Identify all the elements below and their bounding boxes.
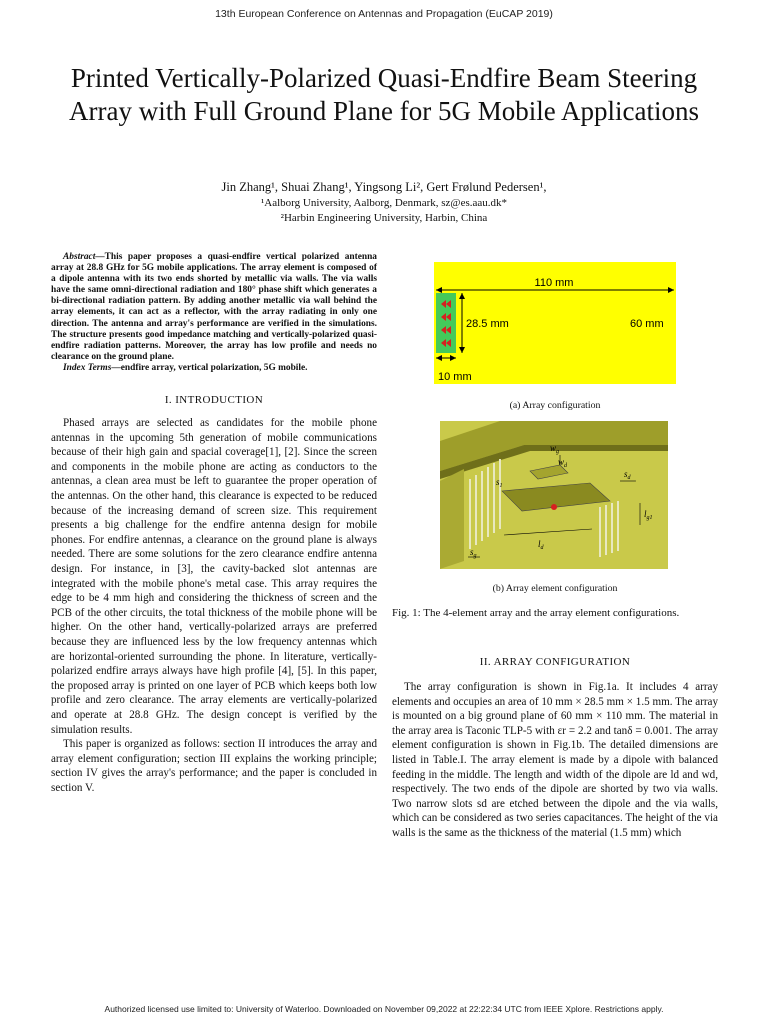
array-configuration-diagram xyxy=(434,262,676,384)
lg1-label: $l_{g1}$ xyxy=(644,509,653,521)
author-list: Jin Zhang¹, Shuai Zhang¹, Yingsong Li², Gert Frølund Pedersen¹, xyxy=(221,180,547,194)
index-terms-text: —endfire array, vertical polarization, 5G mobile. xyxy=(111,362,308,373)
figure-1a-caption: (a) Array configuration xyxy=(509,400,601,411)
paper-title: Printed Vertically-Polarized Quasi-Endfire Beam Steering Array with Full Ground Plane for 5G Mobile Applications xyxy=(69,63,699,126)
affiliation-1: ¹Aalborg University, Aalborg, Denmark, sz@es.aau.dk* xyxy=(260,197,507,209)
abstract xyxy=(51,252,377,363)
element-configuration-diagram xyxy=(440,421,668,569)
array-config-paragraph-1: The array configuration is shown in Fig.1a. It includes 4 array elements and occupies an area of 10 mm × 28.5 mm × 1.5 mm. The array is mounted on a big ground plane of 60 mm × 110 mm. The material in the array area is Taconic TLP-5 with εr = 2.2 and tanδ = 0.001. The array element configuration is shown in Fig.1b. The detailed dimensions are listed in Table.I. The array element is made by a dipole with balanced feeding in the middle. The length and width of the dipole are ld and wd, respectively. The two ends of the dipole are shorted by two via walls. Two narrow slots sd are etched between the dipole and the via walls, which can be considered as two series capacitances. The height of the via walls is the same as the thickness of the material (1.5 mm) which xyxy=(392,681,718,839)
width-label: 110 mm xyxy=(534,277,574,289)
left-via-wall-region xyxy=(440,469,464,569)
figure-1b-element-configuration xyxy=(440,421,668,569)
right-column xyxy=(392,262,718,841)
intro-paragraph-1: Phased arrays are selected as candidates for the mobile phone antennas in the upcoming 5th generation of mobile communications because of their high gain and spacial coverage[1], [2]. Since the screen and components in the mobile phone are acting as conductors to the antennas, a clean area must be left to guarantee the proper operation of the antennas. On the other hand, this clearance is expected to be reduced because of the increasing demand of screen size. This requirement presents a big challenge for the endfire antenna design for mobile phones. For endfire antennas, a clearance on the ground plane is always needed. There are some solutions for the zero clearance endfire antenna design. For instance, in [3], the cavity-backed slot antennas are integrated with the mobile phone's metal case. This array requires the edge to be 4 mm high and considering the thickness of screen and the PCB of the other circuits, the total thickness of the mobile phone will be higher. On the other hand, vertically-polarized arrays are preferred because they are influenced less by the low frequency antennas which are horizontal-oriented surrounding the phone. In literature, vertically-polarized endfire arrays always have high profile [4], [5]. In this paper, the proposed array is printed on one layer of PCB which keeps both low profile and zero clearance. The array elements are vertically-polarized and operate at 28.8 GHz. The design concept is verified by the simulation results. xyxy=(51,417,377,736)
section-introduction-title: I. INTRODUCTION xyxy=(164,394,264,407)
index-terms-label: Index Terms xyxy=(63,362,112,373)
s1-label: $s_1$ xyxy=(496,477,503,489)
height-label: 28.5 mm xyxy=(466,318,509,330)
index-terms xyxy=(51,363,377,374)
figure-1a-array-configuration xyxy=(434,262,676,384)
ld-label: $l_d$ xyxy=(538,539,544,551)
offset-label: 10 mm xyxy=(438,371,472,383)
wd-label: $w_d$ xyxy=(558,457,568,469)
feed-point xyxy=(551,504,557,510)
sd-label: $s_d$ xyxy=(624,469,631,481)
figure-1b-caption: (b) Array element configuration xyxy=(492,583,618,594)
figure-1-caption: Fig. 1: The 4-element array and the array element configurations. xyxy=(392,607,680,619)
sg-label: $s_g$ xyxy=(470,547,477,559)
abstract-text: —This paper proposes a quasi-endfire vertical polarized antenna array at 28.8 GHz for 5G mobile applications. The array element is composed of a dipole antenna with its two ends shorted by metallic via walls. The via walls have the same omni-directional radiation and 180° phase shift which generates a bi-directional radiation pattern. By adding another metallic via wall behind the array elements, it can act as a reflector, with the array radiating in only one direction. The antenna and array's performance are verified in the simulations. The structure presents good impedance matching and vertically-polarized quasi-endfire radiation patterns. Moreover, the array has low profile and needs no clearance on the ground plane. xyxy=(51,252,377,362)
affiliation-2: ²Harbin Engineering University, Harbin, China xyxy=(280,212,488,224)
conference-header: 13th European Conference on Antennas and Propagation (EuCAP 2019) xyxy=(215,8,553,20)
intro-paragraph-2: This paper is organized as follows: section II introduces the array and array element configuration; section III explains the working principle; section IV gives the array's performance; and the paper is concluded in section V. xyxy=(51,738,377,794)
license-footer: Authorized licensed use limited to: University of Waterloo. Downloaded on November 09,2022 at 22:22:34 UTC from IEEE Xplore. Restrictions apply. xyxy=(104,1004,664,1014)
abstract-label: Abstract xyxy=(63,252,96,262)
section-array-configuration-title: II. ARRAY CONFIGURATION xyxy=(479,656,631,668)
length-label: 60 mm xyxy=(630,318,664,330)
left-column xyxy=(51,252,377,795)
wg-label: $w_g$ xyxy=(550,443,560,455)
